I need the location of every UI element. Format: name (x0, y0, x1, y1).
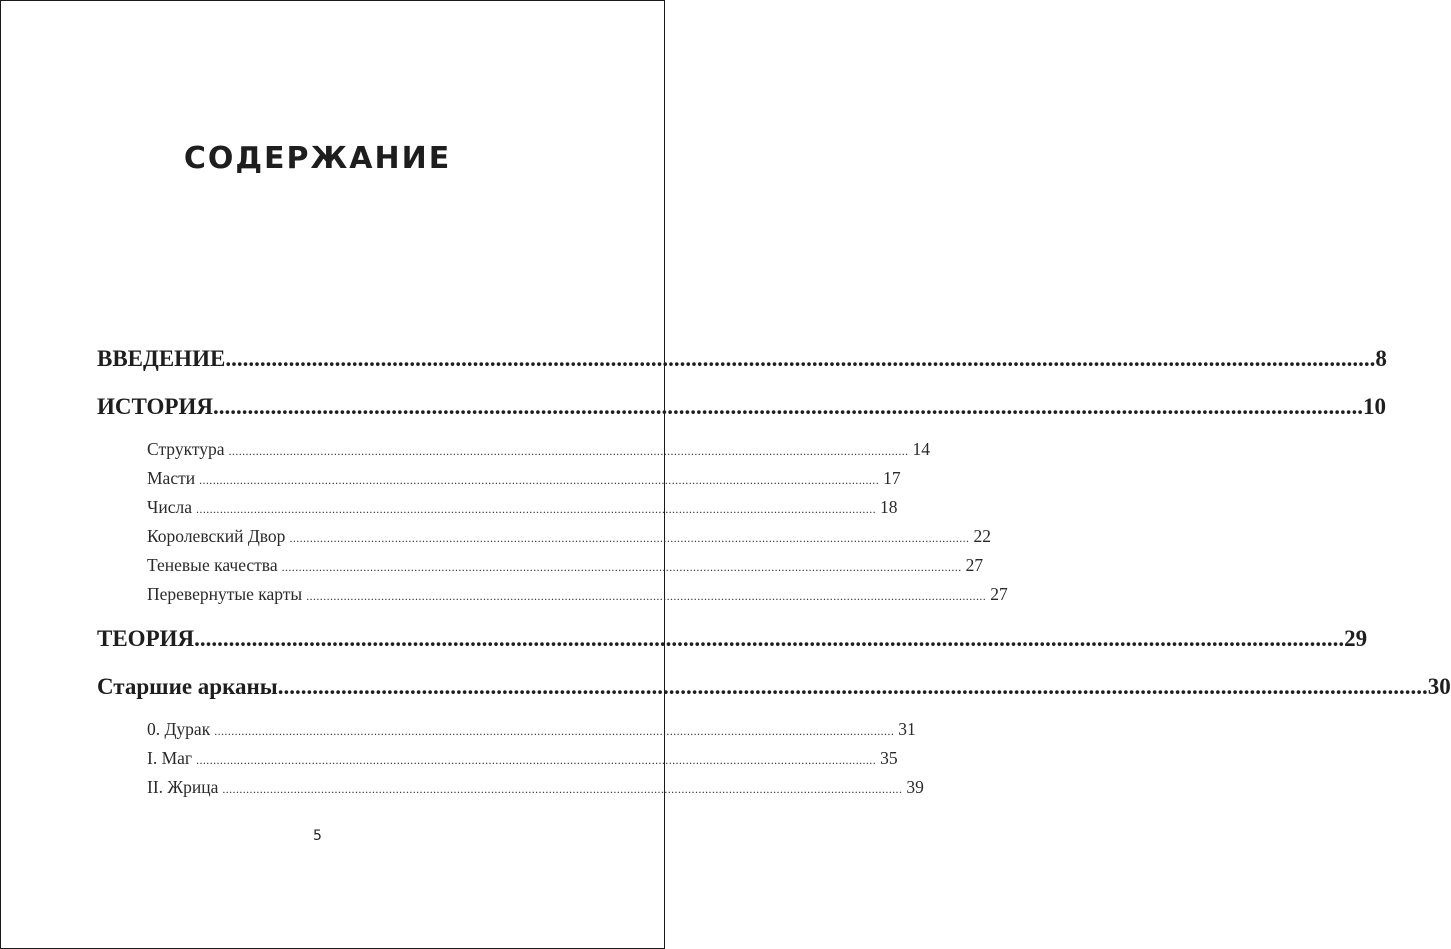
toc-entry-label: ВВЕДЕНИЕ (97, 346, 226, 371)
toc-leader-dots: ........................................................................................................................................................................................................ (199, 473, 880, 487)
toc-entry (147, 715, 916, 744)
toc-entry-label: Королевский Двор (147, 526, 286, 546)
toc-leader-dots: ........................................................................................................................................................................................................ (194, 626, 1345, 651)
toc-entry (147, 580, 1008, 609)
toc-entry-label: I. Маг (147, 748, 193, 768)
toc-leader-dots: ........................................................................................................................................................................................................ (196, 753, 877, 767)
toc-entry (147, 744, 898, 773)
toc-leader-dots: ........................................................................................................................................................................................................ (212, 394, 1363, 419)
toc-entry-label: II. Жрица (147, 777, 219, 797)
toc-entry-page: 10 (1362, 394, 1386, 419)
toc-entry-label: Числа (147, 497, 193, 517)
toc-entry-page: 8 (1375, 346, 1387, 371)
toc-entry-page: 35 (880, 748, 898, 768)
toc-entry-page: 17 (883, 468, 901, 488)
toc-leader-dots: ........................................................................................................................................................................................................ (277, 674, 1428, 699)
toc-entry (97, 387, 1386, 435)
table-of-contents (97, 339, 1451, 802)
toc-entry (97, 619, 1368, 667)
toc-entry-label: Масти (147, 468, 196, 488)
toc-entry-page: 29 (1344, 626, 1368, 651)
toc-entry-page: 27 (965, 555, 984, 575)
toc-leader-dots: ........................................................................................................................................................................................................ (306, 589, 987, 603)
toc-entry-label: Старшие арканы (97, 674, 278, 699)
toc-entry-page: 27 (990, 584, 1008, 604)
toc-entry-label: ИСТОРИЯ (97, 394, 213, 419)
toc-entry-page: 18 (880, 497, 898, 517)
toc-entry (147, 551, 984, 580)
page-title: СОДЕРЖАНИЕ (183, 141, 452, 176)
toc-entry-label: ТЕОРИЯ (97, 626, 195, 651)
toc-entry-page: 14 (912, 439, 931, 459)
toc-entry (147, 522, 991, 551)
toc-entry-page: 30 (1427, 674, 1451, 699)
toc-entry-page: 39 (906, 777, 924, 797)
toc-entry (97, 339, 1387, 387)
toc-leader-dots: ........................................................................................................................................................................................................ (281, 560, 962, 574)
toc-entry (97, 667, 1451, 715)
page-number: 5 (313, 828, 322, 844)
toc-leader-dots: ........................................................................................................................................................................................................ (228, 444, 909, 458)
toc-entry-page: 31 (898, 719, 916, 739)
toc-leader-dots: ........................................................................................................................................................................................................ (222, 782, 903, 796)
toc-entry-label: 0. Дурак (147, 719, 211, 739)
toc-entry-label: Структура (147, 439, 225, 459)
toc-leader-dots: ........................................................................................................................................................................................................ (214, 724, 895, 738)
toc-entry-label: Перевернутые карты (147, 584, 303, 604)
toc-leader-dots: ........................................................................................................................................................................................................ (196, 502, 877, 516)
toc-leader-dots: ........................................................................................................................................................................................................ (289, 531, 970, 545)
toc-entry (147, 493, 898, 522)
toc-entry-page: 22 (973, 526, 991, 546)
toc-entry (147, 435, 931, 464)
toc-entry-label: Теневые качества (147, 555, 278, 575)
toc-leader-dots: ........................................................................................................................................................................................................ (225, 346, 1376, 371)
toc-entry (147, 773, 924, 802)
toc-entry (147, 464, 901, 493)
